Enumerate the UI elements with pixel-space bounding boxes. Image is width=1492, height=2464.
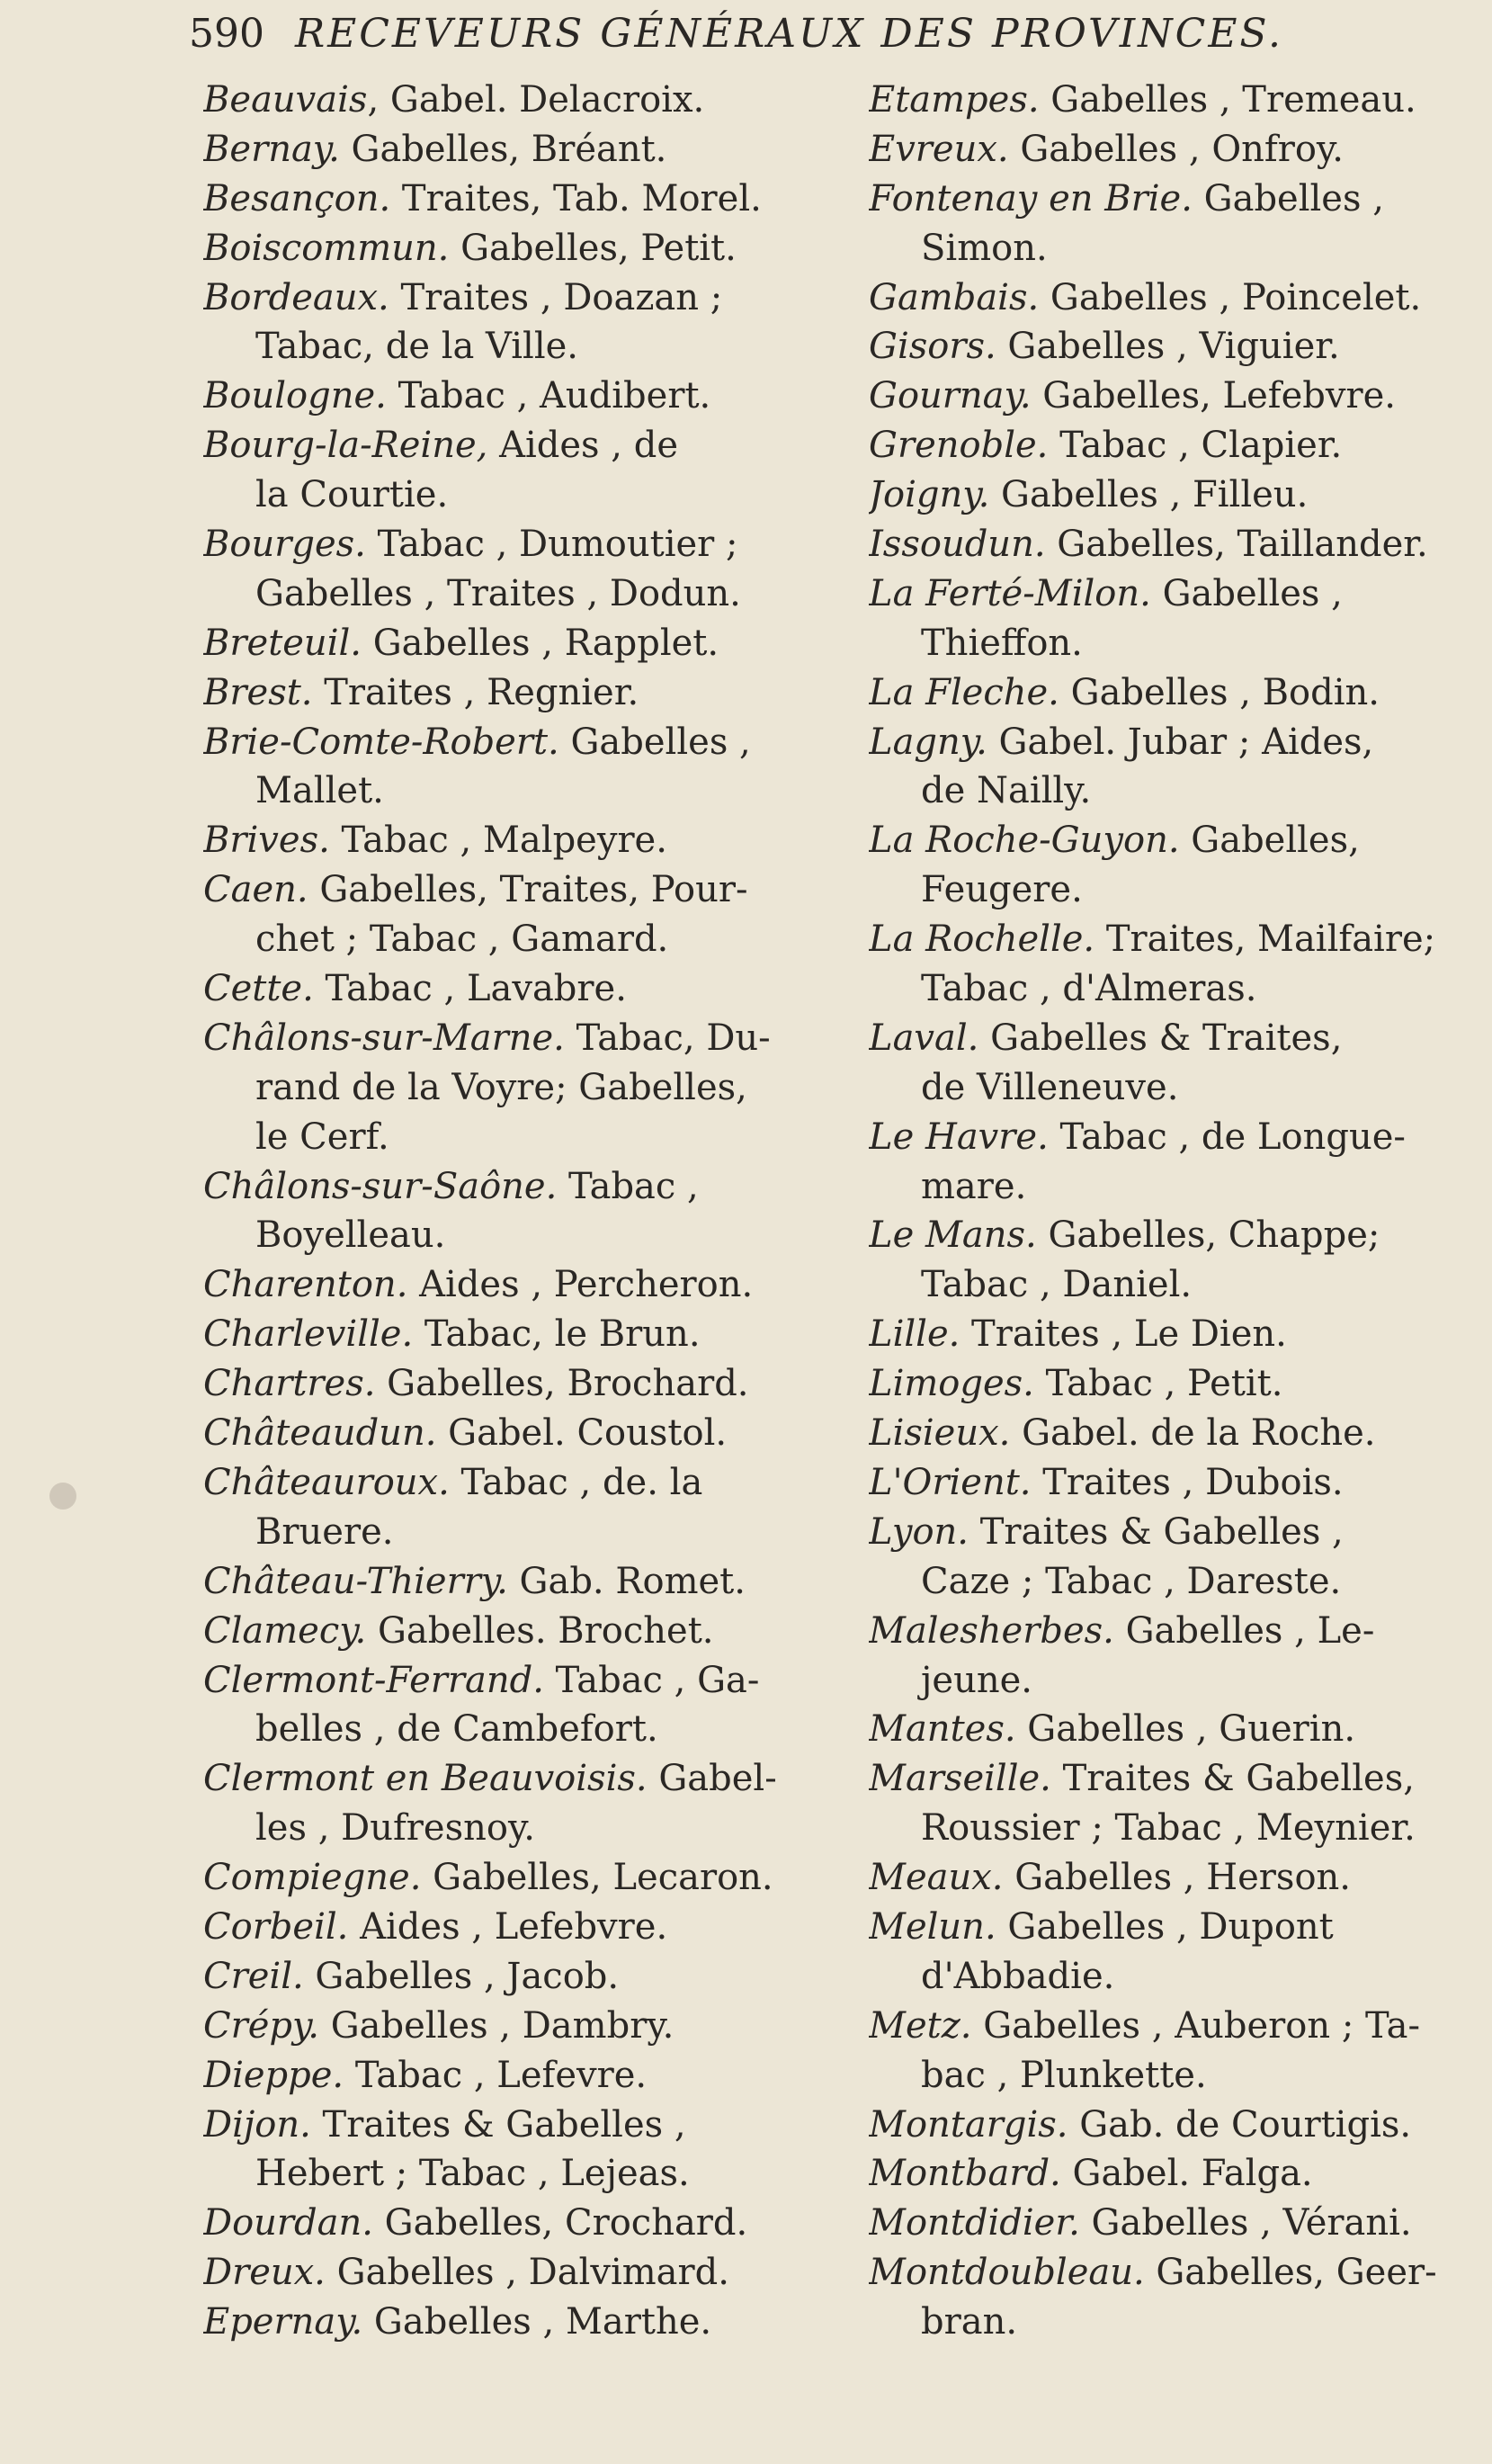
entry-text: bran. [921, 2301, 1018, 2343]
entry-text: Gabelles, Petit. [449, 227, 737, 269]
directory-line [203, 964, 833, 1014]
directory-line [869, 964, 1489, 1014]
directory-line [869, 766, 1489, 816]
place-name: Boulogne. [203, 375, 387, 417]
entry-text: Gabelles , Vérani. [1079, 2202, 1412, 2244]
place-name: Chartres. [203, 1363, 376, 1405]
entry-text: Tabac , d'Almeras. [921, 968, 1257, 1010]
entry-text: Gabelles , [1192, 177, 1384, 220]
entry-text: Mallet. [255, 770, 384, 812]
entry-text: les , Dufresnoy. [255, 1807, 535, 1850]
place-name: L'Orient. [869, 1461, 1032, 1503]
place-name: Bernay. [203, 128, 340, 170]
place-name: Lille. [869, 1313, 960, 1356]
entry-text: Gabelles , Onfroy. [1008, 128, 1344, 170]
entry-text: Traites , Le Dien. [960, 1313, 1287, 1356]
place-name: Le Mans. [869, 1214, 1037, 1257]
entry-text: Tabac , Petit. [1033, 1363, 1283, 1405]
directory-line [869, 1754, 1489, 1804]
entry-text: Gabel. de la Roche. [1010, 1412, 1376, 1455]
directory-line [869, 1409, 1489, 1458]
place-name: Laval. [869, 1017, 979, 1059]
entry-text: de Villeneuve. [921, 1066, 1179, 1108]
entry-text: Caze ; Tabac , Dareste. [921, 1560, 1342, 1602]
entry-text: Gabelles, Taillander. [1045, 524, 1428, 566]
place-name: Clermont en Beauvoisis. [203, 1758, 648, 1800]
directory-line [869, 816, 1489, 865]
directory-line [869, 76, 1489, 125]
entry-text: Gabelles, Lecaron. [421, 1857, 773, 1899]
directory-line [203, 816, 833, 865]
place-name: Crépy. [203, 2004, 320, 2047]
entry-text: Gabelles, Crochard. [372, 2202, 748, 2244]
directory-line [203, 1162, 833, 1212]
place-name: Malesherbes. [869, 1609, 1114, 1652]
entry-text: Simon. [921, 227, 1048, 269]
directory-line [869, 1557, 1489, 1607]
place-name: Lisieux. [869, 1412, 1011, 1455]
place-name: La Ferté-Milon. [869, 572, 1151, 614]
entry-text: Tabac , Malpeyre. [329, 820, 667, 862]
directory-line [869, 1508, 1489, 1557]
entry-text: d'Abbadie. [921, 1955, 1115, 1997]
directory-line [203, 1409, 833, 1458]
directory-line [869, 372, 1489, 421]
directory-line [203, 273, 833, 323]
directory-line [203, 668, 833, 718]
directory-line [203, 1705, 833, 1754]
directory-line [869, 2051, 1489, 2101]
directory-line [203, 1063, 833, 1113]
entry-text: Feugere. [921, 869, 1083, 911]
place-name: Limoges. [869, 1363, 1034, 1405]
entry-text: , Gabel. Delacroix. [367, 79, 705, 121]
entry-text: Gabelles , Dalvimard. [325, 2252, 729, 2294]
place-name: Lyon. [869, 1510, 969, 1553]
directory-line [869, 1162, 1489, 1212]
place-name: Epernay. [203, 2301, 363, 2343]
entry-text: rand de la Voyre; Gabelles, [255, 1066, 747, 1108]
place-name: Charenton. [203, 1264, 408, 1306]
directory-line [203, 1508, 833, 1557]
running-head [189, 11, 1283, 68]
place-name: Evreux. [869, 128, 1009, 170]
header-title: RECEVEURS GÉNÉRAUX DES PROVINCES. [294, 11, 1283, 57]
directory-line [203, 865, 833, 915]
entry-text: Gabelles , Dupont [996, 1905, 1334, 1948]
entry-text: Gabelles , [1150, 572, 1343, 614]
directory-line [203, 125, 833, 175]
entry-text: Gabelles. Brochet. [366, 1609, 714, 1652]
entry-text: Tabac , Ga- [543, 1659, 760, 1701]
entry-text: Gabelles , Marthe. [362, 2301, 712, 2343]
place-name: Beauvais [203, 79, 368, 121]
place-name: Mantes. [869, 1708, 1016, 1751]
entry-text: Aides , Percheron. [407, 1264, 754, 1306]
place-name: Bourges. [203, 524, 366, 566]
entry-text: Thieffon. [921, 622, 1083, 664]
entry-text: Tabac , Clapier. [1048, 425, 1343, 467]
entry-text: chet ; Tabac , Gamard. [255, 918, 669, 961]
place-name: Cette. [203, 968, 314, 1010]
directory-line [203, 1557, 833, 1607]
entry-text: Gabel. Falga. [1060, 2153, 1313, 2195]
entry-text: Gabelles, Bréant. [339, 128, 667, 170]
directory-line [869, 2248, 1489, 2298]
place-name: Brives. [203, 820, 330, 862]
place-name: Montdidier. [869, 2202, 1080, 2244]
place-name: Metz. [869, 2004, 972, 2047]
directory-line [869, 1458, 1489, 1508]
ink-blot [49, 1483, 76, 1510]
entry-text: Traites, Mailfaire; [1094, 918, 1436, 961]
directory-line [203, 2298, 833, 2347]
directory-line [203, 1260, 833, 1310]
entry-text: Tabac , Lefevre. [344, 2054, 648, 2096]
entry-text: Boyelleau. [255, 1214, 446, 1257]
directory-line [869, 1607, 1489, 1656]
directory-line [203, 1014, 833, 1063]
place-name: La Fleche. [869, 671, 1059, 713]
place-name: Marseille. [869, 1758, 1051, 1800]
place-name: Meaux. [869, 1857, 1004, 1899]
directory-line [869, 1310, 1489, 1359]
directory-line [869, 421, 1489, 470]
place-name: Breteuil. [203, 622, 362, 664]
directory-line [203, 322, 833, 372]
directory-line [869, 470, 1489, 520]
directory-line [203, 1656, 833, 1706]
place-name: Montdoubleau. [869, 2252, 1145, 2294]
directory-line [203, 2002, 833, 2051]
entry-text: Gabelles , Jacob. [303, 1955, 620, 1997]
entry-text: Traites & Gabelles , [969, 1510, 1344, 1553]
place-name: Clamecy. [203, 1609, 367, 1652]
directory-line [869, 1705, 1489, 1754]
place-name: Châteauroux. [203, 1461, 450, 1503]
entry-text: Tabac , Audibert. [386, 375, 711, 417]
directory-line [203, 1359, 833, 1409]
place-name: Le Havre. [869, 1116, 1049, 1158]
place-name: Fontenay en Brie. [869, 177, 1193, 220]
place-name: Besançon. [203, 177, 391, 220]
entry-text: Tabac , de. la [449, 1461, 703, 1503]
directory-line [203, 619, 833, 668]
directory-line [203, 1113, 833, 1162]
directory-line [203, 372, 833, 421]
entry-text: Gabelles , Auberon ; Ta- [971, 2004, 1420, 2047]
right-column [869, 76, 1489, 2347]
entry-text: Tabac , [557, 1165, 699, 1207]
entry-text: Tabac, Du- [564, 1017, 771, 1059]
directory-line [869, 1014, 1489, 1063]
entry-text: Gabelles , Tremeau. [1039, 79, 1416, 121]
directory-line [203, 1754, 833, 1804]
place-name: Boiscommun. [203, 227, 450, 269]
entry-text: bac , Plunkette. [921, 2054, 1207, 2096]
entry-text: Gabelles , Guerin. [1015, 1708, 1356, 1751]
entry-text: Tabac, de la Ville. [255, 326, 579, 368]
entry-text: Gabelles , Rapplet. [362, 622, 719, 664]
entry-text: Aides , de [487, 425, 678, 467]
directory-line [869, 1063, 1489, 1113]
directory-line [869, 2002, 1489, 2051]
place-name: Bourg-la-Reine, [203, 425, 488, 467]
directory-line [869, 1903, 1489, 1952]
directory-line [203, 1310, 833, 1359]
place-name: Brie-Comte-Robert. [203, 721, 559, 763]
place-name: Dijon. [203, 2103, 311, 2146]
directory-line [203, 1952, 833, 2002]
place-name: Compiegne. [203, 1857, 422, 1899]
directory-line [869, 865, 1489, 915]
place-name: Montargis. [869, 2103, 1068, 2146]
entry-text: Tabac , Lavabre. [313, 968, 627, 1010]
entry-text: Gabelles , Bodin. [1059, 671, 1380, 713]
entry-text: Traites , Regnier. [312, 671, 639, 713]
directory-line [869, 175, 1489, 224]
directory-line [203, 1607, 833, 1656]
directory-line [869, 2149, 1489, 2199]
entry-text: Tabac , Dumoutier ; [365, 524, 738, 566]
entry-text: Gabel. Jubar ; Aides, [987, 721, 1374, 763]
place-name: Charleville. [203, 1313, 414, 1356]
entry-text: Gabelles, Geer- [1144, 2252, 1437, 2294]
entry-text: Gabel. Coustol. [436, 1412, 728, 1455]
entry-text: Gabelles , Herson. [1003, 1857, 1351, 1899]
entry-text: Gabel- [647, 1758, 777, 1800]
left-column [203, 76, 833, 2347]
place-name: Montbard. [869, 2153, 1061, 2195]
directory-line [869, 1656, 1489, 1706]
directory-line [869, 915, 1489, 964]
directory-line [203, 1804, 833, 1853]
place-name: Corbeil. [203, 1905, 349, 1948]
directory-line [203, 718, 833, 767]
place-name: Melun. [869, 1905, 996, 1948]
directory-line [869, 2298, 1489, 2347]
directory-line [869, 125, 1489, 175]
directory-line [869, 2101, 1489, 2150]
directory-line [203, 915, 833, 964]
entry-text: Tabac , de Longue- [1048, 1116, 1406, 1158]
directory-line [869, 322, 1489, 372]
entry-text: Gabelles , Poincelet. [1039, 276, 1422, 318]
directory-line [203, 520, 833, 569]
entry-text: Gabelles, Brochard. [375, 1363, 749, 1405]
place-name: Joigny. [869, 474, 990, 516]
entry-text: Gabelles , Filleu. [989, 474, 1309, 516]
entry-text: Gabelles, Chappe; [1036, 1214, 1380, 1257]
directory-line [869, 718, 1489, 767]
entry-text: Tabac, le Brun. [413, 1313, 701, 1356]
entry-text: la Courtie. [255, 474, 449, 516]
directory-line [869, 569, 1489, 619]
place-name: Lagny. [869, 721, 987, 763]
entry-text: Gab. Romet. [507, 1560, 746, 1602]
directory-line [203, 569, 833, 619]
directory-line [203, 1458, 833, 1508]
place-name: Dourdan. [203, 2202, 373, 2244]
entry-text: Gabelles , Traites , Dodun. [255, 572, 741, 614]
directory-line [869, 520, 1489, 569]
entry-text: Hebert ; Tabac , Lejeas. [255, 2153, 690, 2195]
entry-text: Tabac , Daniel. [921, 1264, 1193, 1306]
entry-text: Bruere. [255, 1510, 394, 1553]
place-name: Grenoble. [869, 425, 1049, 467]
place-name: Dieppe. [203, 2054, 344, 2096]
entry-text: Roussier ; Tabac , Meynier. [921, 1807, 1416, 1850]
place-name: Gournay. [869, 375, 1032, 417]
entry-text: Traites & Gabelles, [1050, 1758, 1415, 1800]
entry-text: Gabelles & Traites, [978, 1017, 1343, 1059]
directory-line [203, 766, 833, 816]
entry-text: mare. [921, 1165, 1027, 1207]
place-name: Brest. [203, 671, 313, 713]
place-name: Issoudun. [869, 524, 1046, 566]
directory-line [203, 2199, 833, 2248]
place-name: La Rochelle. [869, 918, 1095, 961]
directory-line [869, 1260, 1489, 1310]
directory-line [869, 1952, 1489, 2002]
entry-text: belles , de Cambefort. [255, 1708, 658, 1751]
page-number: 590 [189, 11, 264, 57]
entry-text: Gabelles , [558, 721, 751, 763]
directory-line [869, 1804, 1489, 1853]
entry-text: Traites , Dubois. [1031, 1461, 1344, 1503]
place-name: Château-Thierry. [203, 1560, 508, 1602]
entry-text: Traites & Gabelles , [310, 2103, 686, 2146]
place-name: Caen. [203, 869, 308, 911]
directory-line [203, 2248, 833, 2298]
directory-line [869, 619, 1489, 668]
place-name: Châlons-sur-Marne. [203, 1017, 565, 1059]
directory-line [203, 2149, 833, 2199]
entry-text: le Cerf. [255, 1116, 389, 1158]
entry-text: Gab. de Courtigis. [1068, 2103, 1412, 2146]
directory-line [203, 175, 833, 224]
entry-text: Gabelles , Le- [1113, 1609, 1375, 1652]
entry-text: Traites , Doazan ; [389, 276, 723, 318]
place-name: Clermont-Ferrand. [203, 1659, 544, 1701]
place-name: La Roche-Guyon. [869, 820, 1180, 862]
entry-text: Gabelles, [1179, 820, 1360, 862]
directory-line [203, 224, 833, 273]
place-name: Creil. [203, 1955, 304, 1997]
place-name: Gisors. [869, 326, 996, 368]
place-name: Bordeaux. [203, 276, 389, 318]
directory-line [203, 2101, 833, 2150]
entry-text: Gabelles, Traites, Pour- [308, 869, 748, 911]
directory-line [203, 1853, 833, 1903]
entry-text: Gabelles , Viguier. [996, 326, 1340, 368]
directory-line [203, 2051, 833, 2101]
directory-line [203, 76, 833, 125]
entry-text: Gabelles , Dambry. [319, 2004, 675, 2047]
directory-line [869, 1853, 1489, 1903]
place-name: Dreux. [203, 2252, 326, 2294]
place-name: Gambais. [869, 276, 1040, 318]
place-name: Châlons-sur-Saône. [203, 1165, 558, 1207]
entry-text: Gabelles, Lefebvre. [1031, 375, 1396, 417]
directory-line [203, 1211, 833, 1260]
directory-line [869, 668, 1489, 718]
place-name: Etampes. [869, 79, 1040, 121]
entry-text: de Nailly. [921, 770, 1092, 812]
entry-text: jeune. [921, 1659, 1032, 1701]
directory-line [869, 1113, 1489, 1162]
place-name: Châteaudun. [203, 1412, 437, 1455]
directory-line [203, 421, 833, 470]
directory-line [869, 1211, 1489, 1260]
entry-text: Aides , Lefebvre. [348, 1905, 668, 1948]
directory-line [203, 1903, 833, 1952]
directory-line [869, 2199, 1489, 2248]
entry-text: Traites, Tab. Morel. [390, 177, 762, 220]
directory-line [869, 224, 1489, 273]
directory-line [869, 273, 1489, 323]
directory-line [203, 470, 833, 520]
directory-line [869, 1359, 1489, 1409]
